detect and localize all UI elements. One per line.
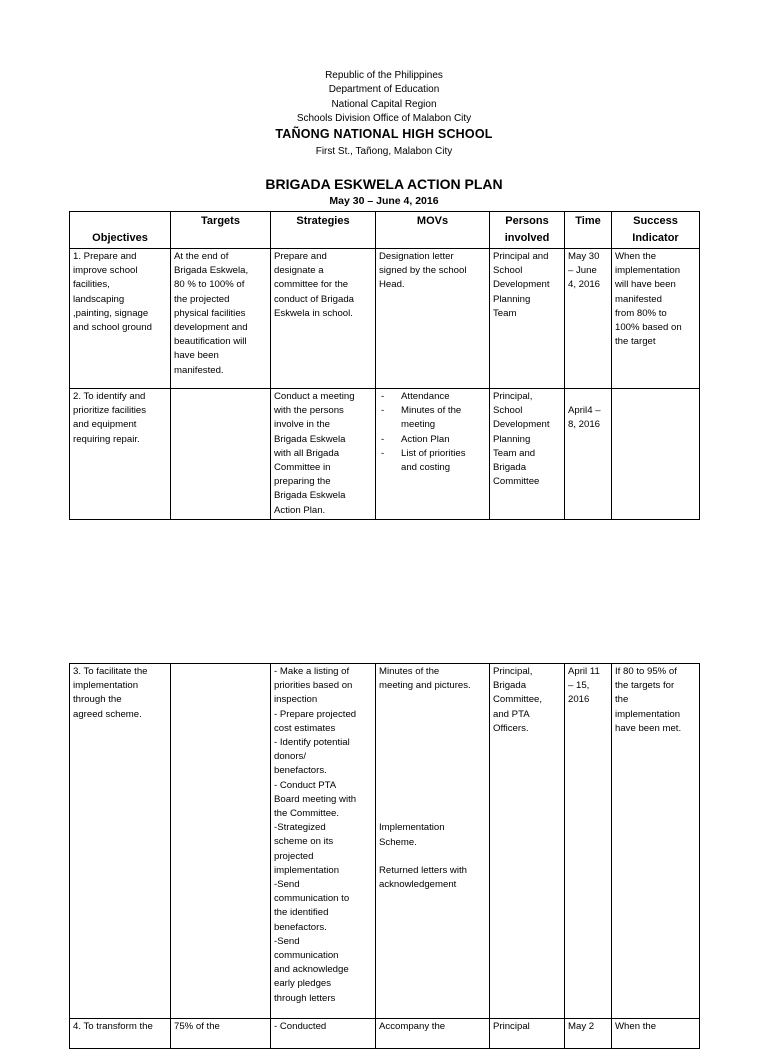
table-header-row [70, 212, 700, 249]
table-row [70, 249, 700, 389]
col-objectives: Objectives [70, 212, 171, 249]
list-item: - List of priorities and costing [379, 447, 486, 475]
row1-objective: 1. Prepare and improve school facilities, landscaping ,painting, signage and school ground [70, 249, 171, 389]
list-item: - Minutes of the meeting [379, 404, 486, 432]
school-name: TAÑONG NATIONAL HIGH SCHOOL [275, 127, 493, 141]
row3-movs: Minutes of the meeting and pictures. Implementation Scheme. Returned letters with acknowledgement [376, 664, 490, 1019]
header-department: Department of Education [328, 84, 440, 95]
table-row [70, 664, 700, 1019]
row2-time: April4 – 8, 2016 [565, 389, 612, 520]
col-targets: Targets [171, 212, 271, 249]
row3-targets [171, 664, 271, 1019]
header-republic: Republic of the Philippines [325, 70, 443, 81]
row4-objective: 4. To transform the [70, 1019, 171, 1049]
action-plan-table-2 [69, 663, 700, 1049]
row4-strategies: - Conducted [271, 1019, 376, 1049]
list-item: - Attendance [379, 390, 486, 404]
row2-movs [376, 389, 490, 520]
row1-targets: At the end of Brigada Eskwela, 80 % to 100% of the projected physical facilities development and beautification will have been manifested. [171, 249, 271, 389]
action-plan-table-1 [69, 211, 700, 520]
row1-persons: Principal and School Development Planning Team [490, 249, 565, 389]
col-success: Success Indicator [612, 212, 700, 249]
row3-persons: Principal, Brigada Committee, and PTA Officers. [490, 664, 565, 1019]
row3-strategies: - Make a listing of priorities based on inspection - Prepare projected cost estimates - Identify potential donors/ benefactors. - Conduct PTA Board meeting with the Committee. -Strategized scheme on its projected implementation -Send communication to the identified benefactors. -Send communication and acknowledge early pledges through letters [271, 664, 376, 1019]
row4-success: When the [612, 1019, 700, 1049]
row3-time: April 11 – 15, 2016 [565, 664, 612, 1019]
school-address: First St., Tañong, Malabon City [315, 146, 453, 157]
col-movs: MOVs [376, 212, 490, 249]
col-strategies: Strategies [271, 212, 376, 249]
row2-persons: Principal, School Development Planning Team and Brigada Committee [490, 389, 565, 520]
row1-success: When the implementation will have been manifested from 80% to 100% based on the target [612, 249, 700, 389]
row4-movs: Accompany the [376, 1019, 490, 1049]
row4-time: May 2 [565, 1019, 612, 1049]
row1-strategies: Prepare and designate a committee for the conduct of Brigada Eskwela in school. [271, 249, 376, 389]
row3-objective: 3. To facilitate the implementation through the agreed scheme. [70, 664, 171, 1019]
plan-dates: May 30 – June 4, 2016 [329, 195, 439, 207]
table-row [70, 389, 700, 520]
col-time: Time [565, 212, 612, 249]
col-persons: Persons involved [490, 212, 565, 249]
row4-targets: 75% of the [171, 1019, 271, 1049]
row2-strategies: Conduct a meeting with the persons involve in the Brigada Eskwela with all Brigada Committee in preparing the Brigada Eskwela Action Plan. [271, 389, 376, 520]
document-title: BRIGADA ESKWELA ACTION PLAN [265, 176, 503, 192]
row1-time: May 30 – June 4, 2016 [565, 249, 612, 389]
row4-persons: Principal [490, 1019, 565, 1049]
row2-targets [171, 389, 271, 520]
header-region: National Capital Region [331, 99, 437, 110]
row2-objective: 2. To identify and prioritize facilities and equipment requiring repair. [70, 389, 171, 520]
row3-success: If 80 to 95% of the targets for the implementation have been met. [612, 664, 700, 1019]
row2-success [612, 389, 700, 520]
row1-movs: Designation letter signed by the school Head. [376, 249, 490, 389]
list-item: - Action Plan [379, 433, 486, 447]
header-division: Schools Division Office of Malabon City [296, 113, 472, 124]
table-row [70, 1019, 700, 1049]
